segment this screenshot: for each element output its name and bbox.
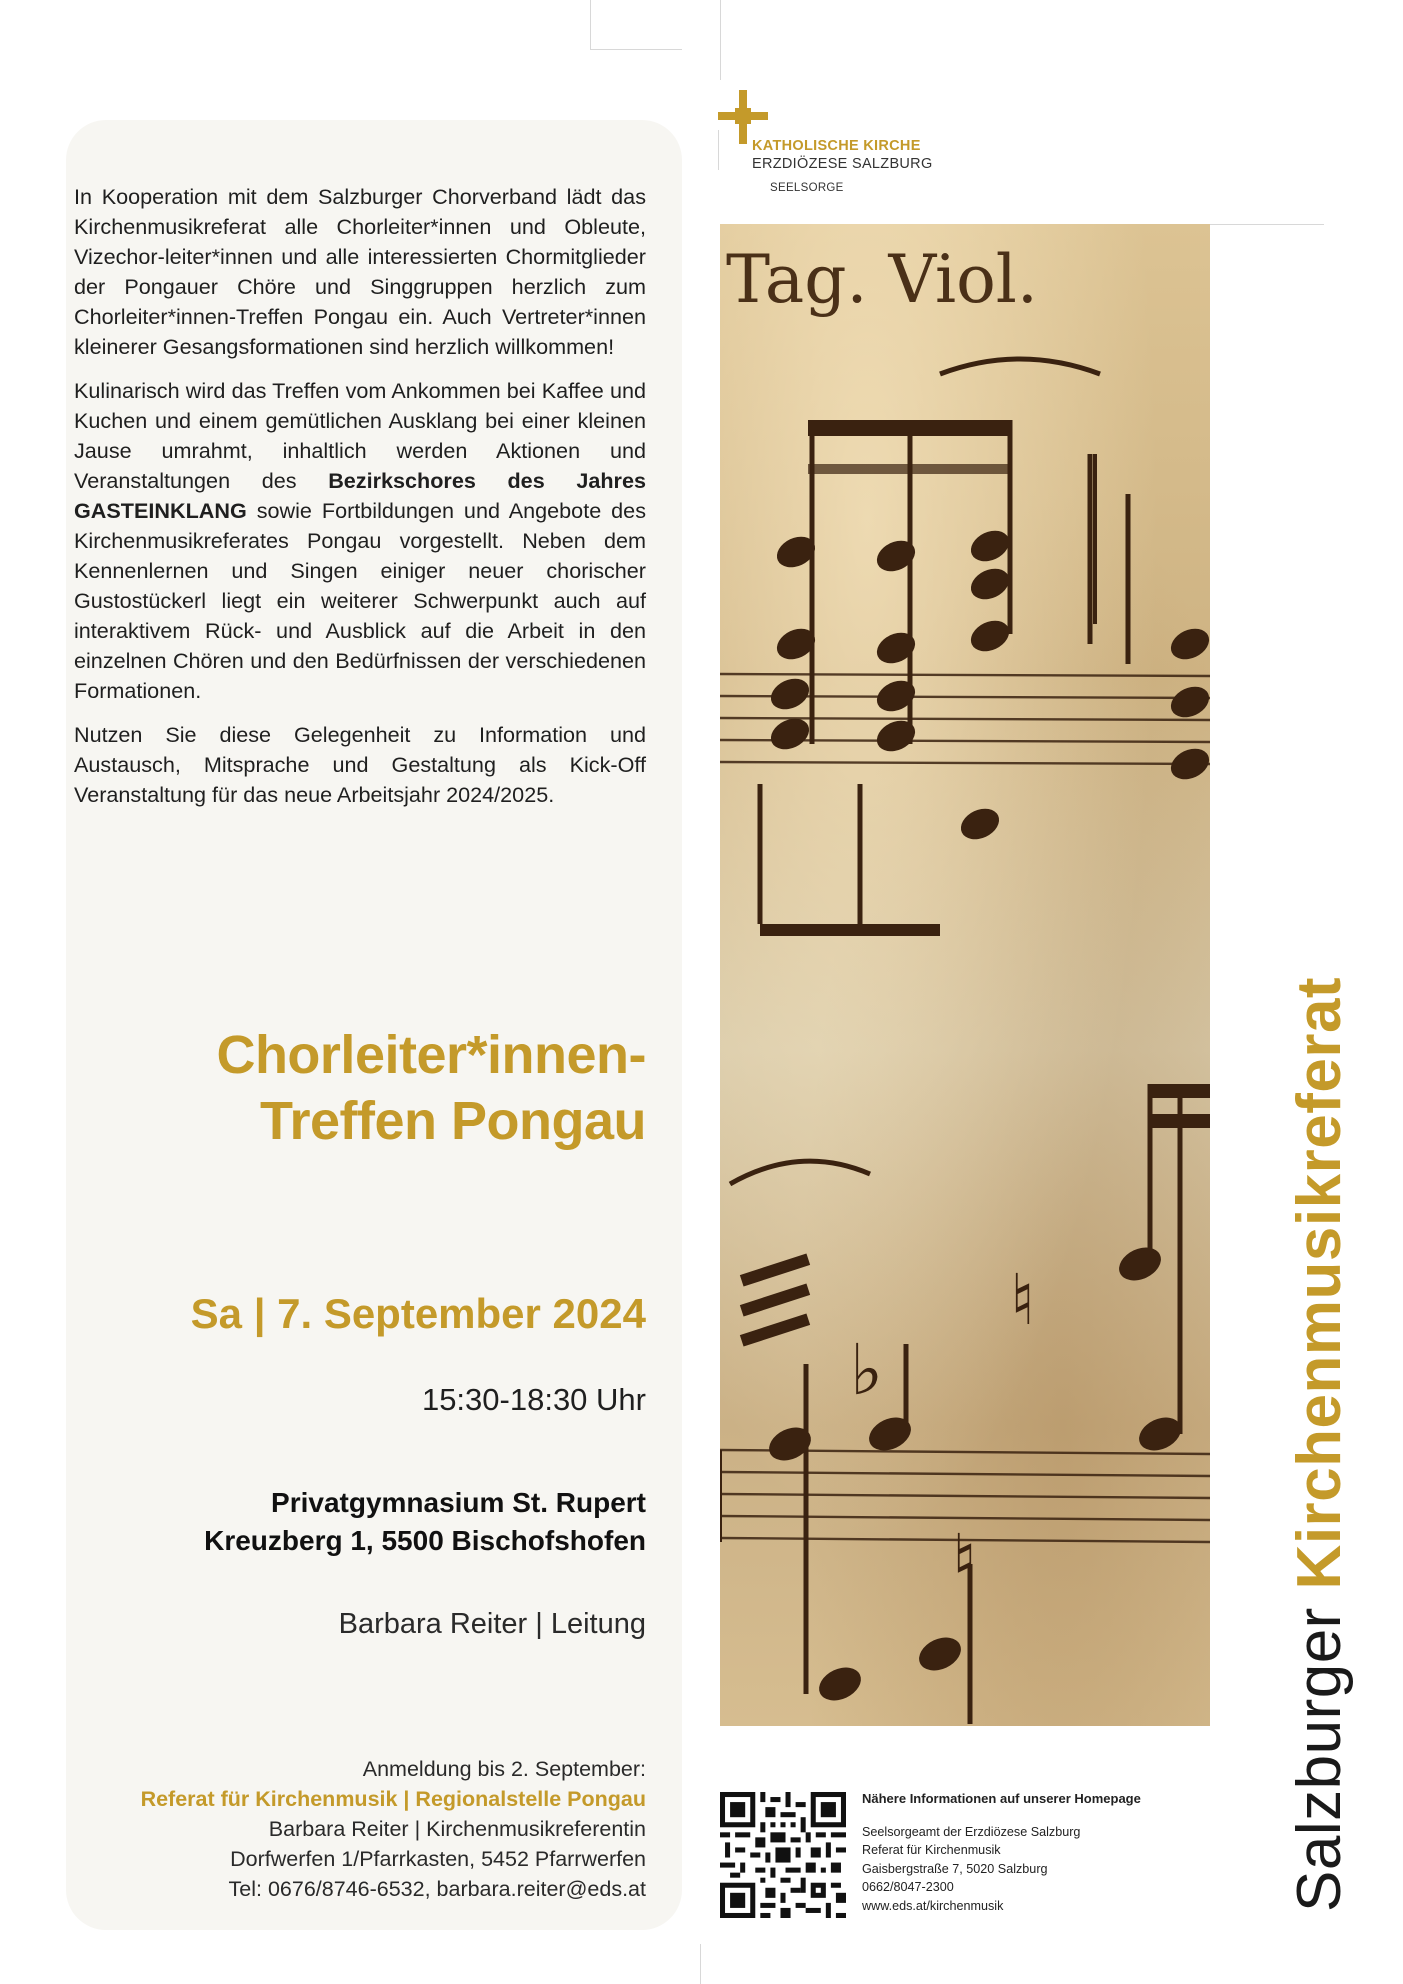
sheet-music-image: [720, 224, 1210, 1726]
event-date: Sa | 7. September 2024: [190, 1290, 646, 1337]
contact-organisation: Referat für Kirchenmusik | Regionalstelle Pongau: [140, 1787, 646, 1811]
contact-address: Dorfwerfen 1/Pfarrkasten, 5452 Pfarrwerfen: [230, 1847, 646, 1871]
footer-line-1: Seelsorgeamt der Erzdiözese Salzburg: [862, 1824, 1081, 1839]
logo-line-2: ERZDIÖZESE SALZBURG: [752, 156, 933, 172]
contact-person: Barbara Reiter | Kirchenmusikreferentin: [268, 1817, 646, 1841]
logo-line-1: KATHOLISCHE KIRCHE: [752, 138, 921, 154]
event-title-line-1: Chorleiter*innen-: [216, 1025, 646, 1085]
venue-name: Privatgymnasium St. Rupert: [271, 1487, 646, 1518]
footer-heading: Nähere Informationen auf unserer Homepage: [862, 1791, 1141, 1806]
registration-deadline: Anmeldung bis 2. September:: [362, 1757, 646, 1781]
footer-info: [862, 1790, 1182, 1915]
footer-line-2: Referat für Kirchenmusik: [862, 1843, 1001, 1857]
crop-mark-top-left-h: [590, 49, 682, 50]
intro-text: [74, 182, 646, 824]
crop-mark-bottom: [700, 1944, 701, 1984]
brand-part-2: Kirchenmusikreferat: [1285, 976, 1354, 1590]
event-leader: Barbara Reiter | Leitung: [338, 1608, 646, 1640]
venue-address: Kreuzberg 1, 5500 Bischofshofen: [204, 1525, 646, 1556]
contact-phone-email: Tel: 0676/8746-6532, barbara.reiter@eds.at: [228, 1877, 646, 1901]
footer-line-3: Gaisbergstraße 7, 5020 Salzburg: [862, 1861, 1048, 1876]
event-time: 15:30-18:30 Uhr: [421, 1382, 646, 1417]
paragraph-2-text-a: Kulinarisch wird das Treffen vom Ankommen bei Kaffee und Kuchen und einem gemütlichen Ausklang bei einer kleinen Jause umrahmt, inhaltlich werden Aktionen und Veranstaltungen des: [74, 378, 646, 493]
brand-vertical-title: [1284, 977, 1355, 1912]
brand-part-1: Salzburger: [1285, 1589, 1354, 1912]
cross-icon: [718, 90, 768, 144]
music-header-text: Tag. Viol.: [726, 241, 1038, 318]
qr-code-icon[interactable]: [720, 1792, 846, 1918]
intro-paragraph-3: Nutzen Sie diese Gelegenheit zu Information und Austausch, Mitsprache und Gestaltung als Kick-Off Veranstaltung für das neue Arbeitsjahr 2024/2025.: [74, 722, 646, 807]
event-title-line-2: Treffen Pongau: [259, 1091, 646, 1151]
svg-text:♭: ♭: [850, 1329, 884, 1411]
paragraph-2-highlight: Bezirkschores des Jahres GASTEINKLANG: [74, 468, 646, 523]
crop-mark-right: [1210, 224, 1324, 225]
crop-mark-top-center: [720, 0, 721, 80]
intro-paragraph-1: In Kooperation mit dem Salzburger Chorverband lädt das Kirchenmusikreferat alle Chorleiter*innen und Obleute, Vizechor-leiter*innen und alle interessierten Chormitglieder der Pongauer Chöre und Singgruppen herzlich zum Chorleiter*innen-Treffen Pongau ein. Auch Vertreter*innen kleinerer Gesangsformationen sind herzlich willkommen!: [74, 184, 646, 359]
intro-paragraph-2: [74, 376, 646, 706]
registration-contact: [74, 1754, 646, 1904]
footer-website-link[interactable]: www.eds.at/kirchenmusik: [862, 1898, 1004, 1913]
event-venue: [74, 1484, 646, 1560]
logo-line-3: SEELSORGE: [770, 182, 844, 194]
svg-text:♮: ♮: [952, 1519, 978, 1601]
crop-mark-top-left: [590, 0, 591, 50]
svg-text:♮: ♮: [1010, 1259, 1036, 1341]
footer-line-4: 0662/8047-2300: [862, 1880, 954, 1894]
paragraph-2-text-b: sowie Fortbildungen und Angebote des Kirchenmusikreferates Pongau vorgestellt. Neben dem Kennenlernen und Singen einiger neuer chorischer Gustostückerl liegt ein weiterer Schwerpunkt auch auf interaktivem Rück- und Ausblick auf die Arbeit in den einzelnen Chören und den Bedürfnissen der verschiedenen Formationen.: [74, 498, 646, 703]
sheet-music-drawing: [720, 224, 1210, 1726]
event-title: [74, 1022, 646, 1154]
